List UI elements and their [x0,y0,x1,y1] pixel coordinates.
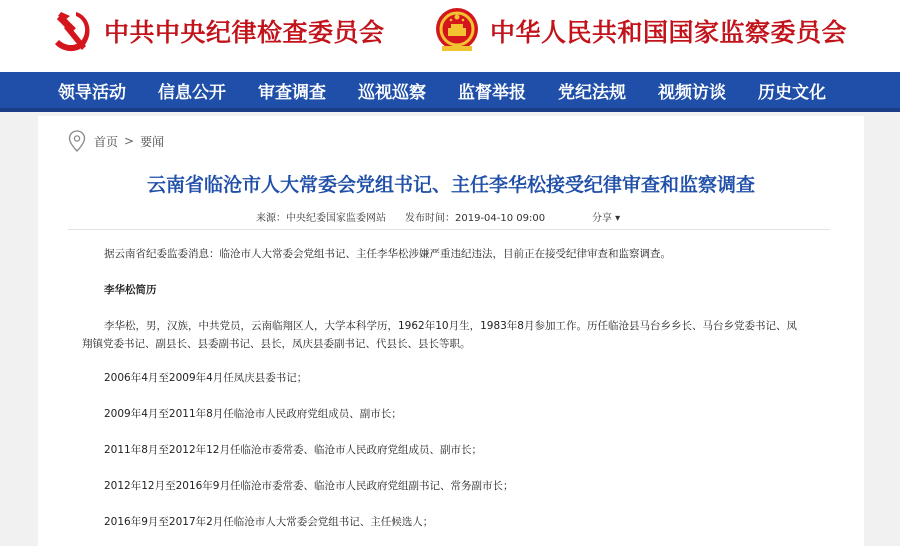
career-item: 2006年4月至2009年4月任凤庆县委书记； [104,372,308,384]
career-item: 2011年8月至2012年12月任临沧市委常委、临沧市人民政府党组成员、副市长； [104,444,482,456]
bio-heading: 李华松简历 [104,284,157,296]
party-emblem-icon [46,6,96,56]
career-item: 2012年12月至2016年9月任临沧市委常委、临沧市人民政府党组副书记、常务副市长； [104,480,514,492]
nav-item-report[interactable]: 监督举报 [458,82,526,103]
map-pin-icon [68,130,86,152]
breadcrumb [68,130,164,152]
ccdi-brand[interactable] [46,6,385,56]
article-time: 发布时间：2019-04-10 09:00 [405,213,546,224]
nav-item-video[interactable]: 视频访谈 [658,82,726,103]
nsc-brand[interactable] [432,6,847,56]
nsc-title: 中华人民共和国国家监察委员会 [490,18,848,47]
nav-item-leadership[interactable]: 领导活动 [58,82,126,103]
ccdi-title: 中共中央纪律检查委员会 [104,18,385,47]
breadcrumb-current-link[interactable]: 要闻 [140,134,165,149]
breadcrumb-separator: > [124,134,135,148]
career-item: 2016年9月至2017年2月任临沧市人大常委会党组书记、主任候选人； [104,516,434,528]
state-emblem-icon [432,6,482,56]
site-header [0,0,900,72]
nav-item-inspection[interactable]: 巡视巡察 [358,82,426,103]
article-source: 来源：中央纪委国家监委网站 [256,213,386,224]
nav-item-disclosure[interactable]: 信息公开 [158,82,226,103]
breadcrumb-home-link[interactable]: 首页 [94,134,119,149]
article-title: 云南省临沧市人大常委会党组书记、主任李华松接受纪律审查和监察调查 [146,174,755,196]
nav-item-investigation[interactable]: 审查调查 [258,82,326,103]
nav-item-regulations[interactable]: 党纪法规 [558,82,626,103]
bio-paragraph: 李华松，男，汉族，中共党员，云南临翔区人，大学本科学历，1962年10月生，1983年8月参加工作。历任临沧县马台乡乡长、马台乡党委书记、凤翔镇党委书记、副县长、县委副书记、县长，凤庆县委副书记、代县长、县长等职。 [82,320,797,350]
share-button[interactable]: 分享 ▾ [592,213,621,224]
lead-paragraph: 据云南省纪委监委消息：临沧市人大常委会党组书记、主任李华松涉嫌严重违纪违法，目前正在接受纪律审查和监察调查。 [104,248,671,260]
article-panel [38,116,864,546]
main-nav [0,72,900,112]
career-item: 2009年4月至2011年8月任临沧市人民政府党组成员、副市长； [104,408,402,420]
title-divider [68,229,830,230]
nav-item-history[interactable]: 历史文化 [758,82,826,103]
